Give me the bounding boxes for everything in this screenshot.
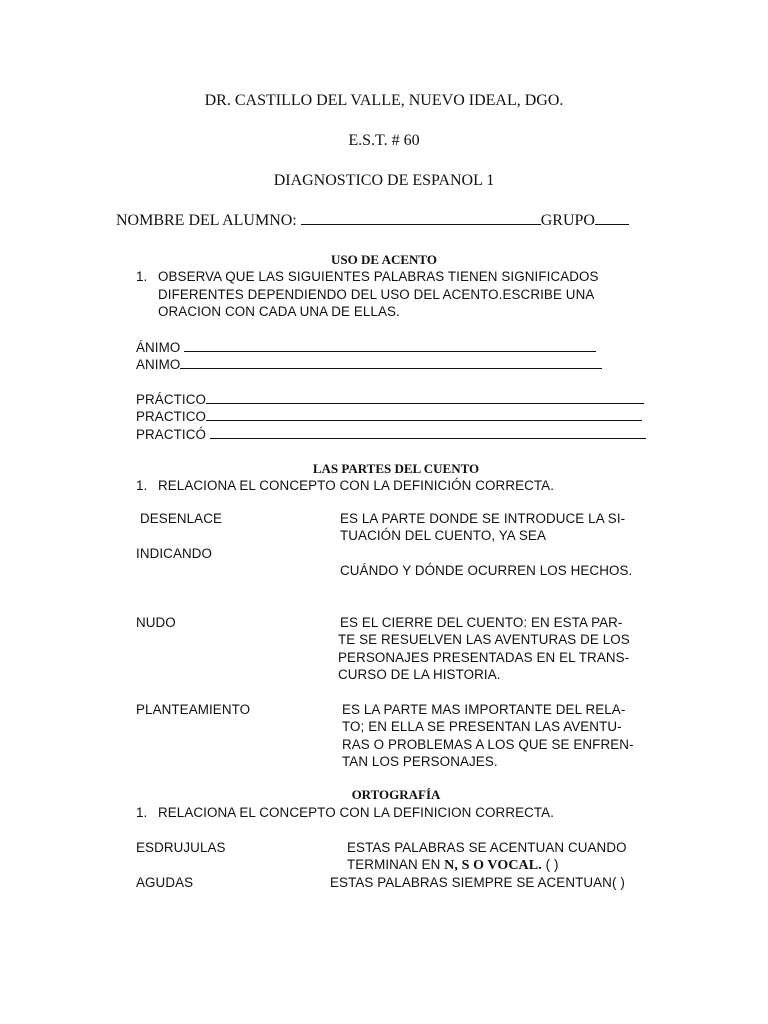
section-title-story: LAS PARTES DEL CUENTO	[312, 461, 480, 476]
word-label: ANIMO	[136, 357, 181, 372]
concept-label: DESENLACE	[140, 511, 223, 526]
definition-line: TE SE RESUELVEN LAS AVENTURAS DE LOS	[338, 632, 630, 647]
definition-line: CUÁNDO Y DÓNDE OCURREN LOS HECHOS.	[340, 563, 633, 578]
student-name-blank[interactable]	[301, 212, 541, 225]
concept-label: ESDRUJULAS	[136, 840, 226, 855]
word-label: PRACTICO	[136, 409, 206, 424]
concept-label: PLANTEAMIENTO	[136, 702, 251, 717]
list-number: 1.	[136, 805, 148, 820]
concept-label: NUDO	[136, 615, 176, 630]
definition-line: ESTAS PALABRAS SIEMPRE SE ACENTUAN( )	[330, 875, 625, 890]
definition-prefix: TERMINAN EN	[347, 857, 445, 872]
word-label: PRÁCTICO	[136, 392, 206, 407]
definition-line: ES EL CIERRE DEL CUENTO: EN ESTA PAR-	[340, 615, 623, 630]
definition-line: ES LA PARTE MAS IMPORTANTE DEL RELA-	[342, 702, 626, 717]
answer-line[interactable]	[184, 339, 596, 352]
word-row	[136, 426, 646, 442]
definition-line: CURSO DE LA HISTORIA.	[338, 667, 501, 682]
instruction-line: ORACION CON CADA UNA DE ELLAS.	[158, 304, 400, 319]
student-name-row	[116, 212, 629, 230]
instruction-line: DIFERENTES DEPENDIENDO DEL USO DEL ACENTO.ESCRIBE UNA	[158, 287, 595, 302]
list-number: 1.	[136, 478, 148, 493]
group-label: GRUPO	[540, 212, 595, 229]
concept-label: INDICANDO	[136, 546, 213, 561]
definition-line: TUACIÓN DEL CUENTO, YA SEA	[340, 528, 546, 543]
definition-line: ESTAS PALABRAS SE ACENTUAN CUANDO	[347, 840, 627, 855]
word-row	[136, 356, 602, 372]
school-code: E.S.T. # 60	[348, 132, 420, 149]
definition-emphasis: N, S O VOCAL.	[444, 858, 542, 873]
student-name-label: NOMBRE DEL ALUMNO:	[116, 212, 301, 229]
concept-label: AGUDAS	[136, 875, 194, 890]
section-title-accent: USO DE ACENTO	[331, 252, 437, 267]
definition-line: RAS O PROBLEMAS A LOS QUE SE ENFREN-	[342, 737, 634, 752]
definition-line: TO; EN ELLA SE PRESENTAN LAS AVENTU-	[342, 719, 622, 734]
exam-title: DIAGNOSTICO DE ESPANOL 1	[273, 172, 495, 189]
definition-line: TAN LOS PERSONAJES.	[342, 754, 498, 769]
answer-line[interactable]	[210, 426, 646, 439]
answer-line[interactable]	[180, 356, 602, 369]
instruction-line: OBSERVA QUE LAS SIGUIENTES PALABRAS TIENEN SIGNIFICADOS	[158, 269, 599, 284]
answer-parentheses[interactable]: ( )	[541, 857, 559, 872]
word-label: ÁNIMO	[136, 340, 181, 355]
definition-line: ES LA PARTE DONDE SE INTRODUCE LA SI-	[340, 511, 626, 526]
group-blank[interactable]	[595, 212, 629, 225]
definition-line	[347, 857, 559, 874]
word-row	[136, 391, 644, 407]
definition-line: PERSONAJES PRESENTADAS EN EL TRANS-	[338, 650, 630, 665]
word-row	[136, 408, 642, 424]
instruction-line: RELACIONA EL CONCEPTO CON LA DEFINICION CORRECTA.	[158, 805, 555, 820]
word-label: PRACTICÓ	[136, 427, 206, 442]
list-number: 1.	[136, 269, 148, 284]
answer-line[interactable]	[206, 408, 642, 421]
instruction-line: RELACIONA EL CONCEPTO CON LA DEFINICIÓN CORRECTA.	[158, 478, 555, 493]
section-title-orthography: ORTOGRAFÍA	[351, 787, 441, 802]
word-row	[136, 339, 596, 355]
school-location: DR. CASTILLO DEL VALLE, NUEVO IDEAL, DGO.	[204, 92, 564, 109]
answer-line[interactable]	[206, 391, 644, 404]
